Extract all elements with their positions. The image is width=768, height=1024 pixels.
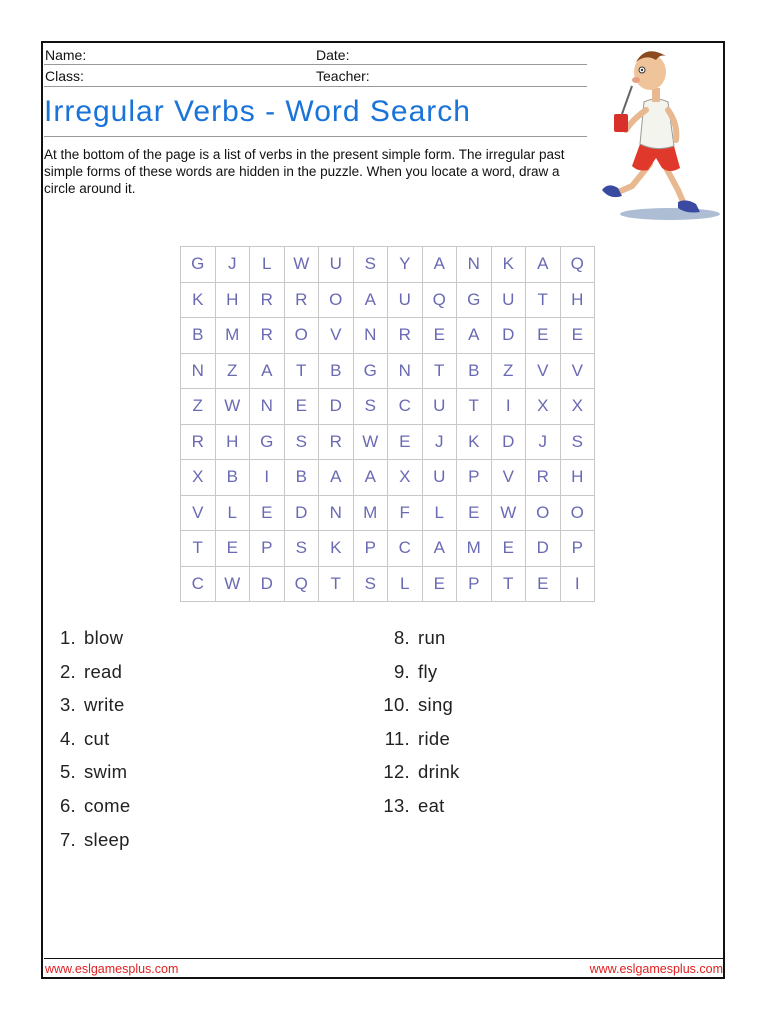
list-item [44, 829, 130, 851]
grid-cell[interactable]: V [319, 318, 354, 354]
grid-cell[interactable]: G [181, 247, 216, 283]
grid-cell[interactable]: H [215, 424, 250, 460]
grid-cell[interactable]: E [422, 566, 457, 602]
grid-cell[interactable]: V [491, 460, 526, 496]
grid-cell[interactable]: E [457, 495, 492, 531]
list-item-word: ride [418, 727, 451, 749]
list-item-number: 3. [59, 694, 76, 716]
list-item-word: come [84, 795, 131, 816]
grid-row [181, 424, 595, 460]
grid-cell[interactable]: M [215, 318, 250, 354]
grid-cell[interactable]: N [388, 353, 423, 389]
grid-row [181, 353, 595, 389]
list-item-word: eat [418, 795, 445, 816]
grid-cell[interactable]: V [526, 353, 561, 389]
list-item-word: sing [418, 694, 454, 716]
grid-cell[interactable]: J [215, 247, 250, 283]
grid-cell[interactable]: B [319, 353, 354, 389]
grid-row [181, 531, 595, 567]
grid-cell[interactable]: E [560, 318, 595, 354]
grid-cell[interactable]: M [353, 495, 388, 531]
grid-row [181, 389, 595, 425]
grid-cell[interactable]: E [250, 495, 285, 531]
grid-cell[interactable]: K [457, 424, 492, 460]
list-item-word: drink [418, 761, 460, 783]
grid-cell[interactable]: N [319, 495, 354, 531]
list-item-number: 13. [383, 795, 410, 816]
grid-cell[interactable]: C [388, 389, 423, 425]
grid-cell[interactable]: L [215, 495, 250, 531]
teacher-label: Teacher: [316, 68, 370, 84]
list-item-word: blow [84, 627, 124, 648]
grid-row [181, 460, 595, 496]
grid-row [181, 318, 595, 354]
grid-cell[interactable]: O [284, 318, 319, 354]
grid-cell[interactable]: O [526, 495, 561, 531]
grid-cell[interactable]: D [319, 389, 354, 425]
grid-cell[interactable]: I [250, 460, 285, 496]
grid-cell[interactable]: O [560, 495, 595, 531]
footer-link-left[interactable]: www.eslgamesplus.com [45, 962, 179, 976]
list-item-word: run [418, 627, 446, 648]
grid-cell[interactable]: J [526, 424, 561, 460]
word-search-grid [180, 246, 595, 602]
list-item-word: write [84, 694, 125, 716]
grid-cell[interactable]: R [388, 318, 423, 354]
grid-cell[interactable]: Q [560, 247, 595, 283]
grid-cell[interactable]: U [422, 389, 457, 425]
grid-cell[interactable]: D [284, 495, 319, 531]
grid-cell[interactable]: A [250, 353, 285, 389]
grid-cell[interactable]: T [457, 389, 492, 425]
grid-cell[interactable]: E [284, 389, 319, 425]
list-item [378, 627, 446, 649]
grid-cell[interactable]: C [181, 566, 216, 602]
grid-cell[interactable]: A [353, 282, 388, 318]
grid-cell[interactable]: R [250, 318, 285, 354]
grid-cell[interactable]: A [526, 247, 561, 283]
grid-cell[interactable]: K [491, 247, 526, 283]
grid-cell[interactable]: Q [422, 282, 457, 318]
grid-cell[interactable]: X [388, 460, 423, 496]
list-item-number: 5. [59, 761, 76, 783]
grid-cell[interactable]: T [526, 282, 561, 318]
runner-cartoon-illustration [592, 44, 722, 224]
list-item [44, 795, 130, 817]
grid-cell[interactable]: H [215, 282, 250, 318]
list-item-word: sleep [84, 828, 130, 850]
grid-cell[interactable]: X [526, 389, 561, 425]
grid-row [181, 282, 595, 318]
grid-cell[interactable]: Z [215, 353, 250, 389]
header-divider [44, 64, 587, 65]
list-item [378, 761, 460, 783]
grid-cell[interactable]: P [457, 460, 492, 496]
list-item [44, 761, 127, 783]
grid-cell[interactable]: G [353, 353, 388, 389]
grid-cell[interactable]: P [250, 531, 285, 567]
grid-cell[interactable]: Q [284, 566, 319, 602]
list-item [44, 661, 122, 683]
list-item [44, 627, 123, 649]
grid-cell[interactable]: A [422, 531, 457, 567]
class-label: Class: [45, 68, 84, 84]
grid-cell[interactable]: T [284, 353, 319, 389]
grid-cell[interactable]: N [457, 247, 492, 283]
grid-cell[interactable]: X [560, 389, 595, 425]
grid-cell[interactable]: Z [491, 353, 526, 389]
grid-cell[interactable]: S [560, 424, 595, 460]
grid-cell[interactable]: U [422, 460, 457, 496]
grid-cell[interactable]: L [250, 247, 285, 283]
grid-cell[interactable]: U [388, 282, 423, 318]
grid-cell[interactable]: H [560, 282, 595, 318]
grid-cell[interactable]: W [215, 389, 250, 425]
grid-cell[interactable]: W [215, 566, 250, 602]
grid-cell[interactable]: S [353, 389, 388, 425]
grid-cell[interactable]: E [422, 318, 457, 354]
grid-cell[interactable]: T [491, 566, 526, 602]
grid-cell[interactable]: E [526, 566, 561, 602]
grid-cell[interactable]: N [181, 353, 216, 389]
date-label: Date: [316, 47, 350, 63]
grid-cell[interactable]: W [491, 495, 526, 531]
grid-cell[interactable]: U [491, 282, 526, 318]
grid-cell[interactable]: B [181, 318, 216, 354]
list-item-number: 2. [59, 660, 76, 682]
grid-cell[interactable]: A [457, 318, 492, 354]
grid-cell[interactable]: D [491, 318, 526, 354]
grid-cell[interactable]: W [353, 424, 388, 460]
grid-cell[interactable]: J [422, 424, 457, 460]
grid-cell[interactable]: I [560, 566, 595, 602]
grid-cell[interactable]: A [422, 247, 457, 283]
footer-link-right[interactable]: www.eslgamesplus.com [589, 962, 723, 976]
title-divider [44, 136, 587, 137]
list-item-number: 9. [393, 660, 410, 682]
grid-cell[interactable]: E [388, 424, 423, 460]
grid-cell[interactable]: T [181, 531, 216, 567]
list-item-number: 10. [383, 694, 410, 716]
grid-cell[interactable]: A [353, 460, 388, 496]
grid-cell[interactable]: S [284, 424, 319, 460]
grid-cell[interactable]: N [353, 318, 388, 354]
list-item [378, 661, 437, 683]
grid-cell[interactable]: E [215, 531, 250, 567]
grid-cell[interactable]: G [250, 424, 285, 460]
grid-cell[interactable]: F [388, 495, 423, 531]
grid-cell[interactable]: R [181, 424, 216, 460]
grid-cell[interactable]: R [284, 282, 319, 318]
grid-cell[interactable]: C [388, 531, 423, 567]
list-item-number: 7. [59, 828, 76, 850]
list-item-word: fly [418, 660, 438, 682]
grid-cell[interactable]: D [491, 424, 526, 460]
grid-cell[interactable]: P [353, 531, 388, 567]
grid-cell[interactable]: H [560, 460, 595, 496]
grid-cell[interactable]: K [319, 531, 354, 567]
grid-cell[interactable]: W [284, 247, 319, 283]
grid-cell[interactable]: O [319, 282, 354, 318]
list-item-number: 4. [59, 727, 76, 749]
grid-row [181, 495, 595, 531]
grid-row [181, 247, 595, 283]
grid-cell[interactable]: U [319, 247, 354, 283]
list-item-number: 12. [383, 761, 410, 783]
instructions-text: At the bottom of the page is a list of verbs in the present simple form. The irregular past simple forms of these words are hidden in the puzzle. When you locate a word, draw a circle around it. [44, 147, 565, 196]
grid-cell[interactable]: G [457, 282, 492, 318]
grid-cell[interactable]: L [422, 495, 457, 531]
grid-cell[interactable]: B [215, 460, 250, 496]
list-item [378, 795, 445, 817]
grid-row [181, 566, 595, 602]
grid-cell[interactable]: P [560, 531, 595, 567]
list-item-number: 1. [59, 627, 76, 648]
list-item-number: 8. [393, 627, 410, 648]
grid-cell[interactable]: T [422, 353, 457, 389]
list-item-number: 11. [384, 727, 410, 749]
list-item-number: 6. [59, 795, 76, 816]
grid-cell[interactable]: Z [181, 389, 216, 425]
grid-cell[interactable]: R [526, 460, 561, 496]
grid-cell[interactable]: I [491, 389, 526, 425]
grid-cell[interactable]: Y [388, 247, 423, 283]
grid-cell[interactable]: B [457, 353, 492, 389]
page-title: Irregular Verbs - Word Search [44, 95, 471, 128]
grid-cell[interactable]: D [526, 531, 561, 567]
grid-cell[interactable]: S [284, 531, 319, 567]
grid-cell[interactable]: N [250, 389, 285, 425]
list-item-word: read [84, 660, 123, 682]
list-item-word: cut [84, 727, 110, 749]
list-item [44, 694, 125, 716]
header-divider [44, 86, 587, 87]
grid-cell[interactable]: M [457, 531, 492, 567]
grid-cell[interactable]: X [181, 460, 216, 496]
grid-cell[interactable]: R [319, 424, 354, 460]
list-item [44, 728, 110, 750]
grid-cell[interactable]: K [181, 282, 216, 318]
list-item [378, 728, 450, 750]
grid-cell[interactable]: L [388, 566, 423, 602]
grid-cell[interactable]: S [353, 247, 388, 283]
grid-cell[interactable]: V [560, 353, 595, 389]
grid-cell[interactable]: S [353, 566, 388, 602]
grid-cell[interactable]: A [319, 460, 354, 496]
grid-cell[interactable]: E [526, 318, 561, 354]
grid-cell[interactable]: V [181, 495, 216, 531]
grid-cell[interactable]: R [250, 282, 285, 318]
grid-cell[interactable]: D [250, 566, 285, 602]
list-item-word: swim [84, 761, 128, 783]
name-label: Name: [45, 47, 87, 63]
grid-cell[interactable]: P [457, 566, 492, 602]
list-item [378, 694, 453, 716]
grid-cell[interactable]: B [284, 460, 319, 496]
footer-divider [44, 958, 724, 959]
grid-cell[interactable]: T [319, 566, 354, 602]
grid-cell[interactable]: E [491, 531, 526, 567]
